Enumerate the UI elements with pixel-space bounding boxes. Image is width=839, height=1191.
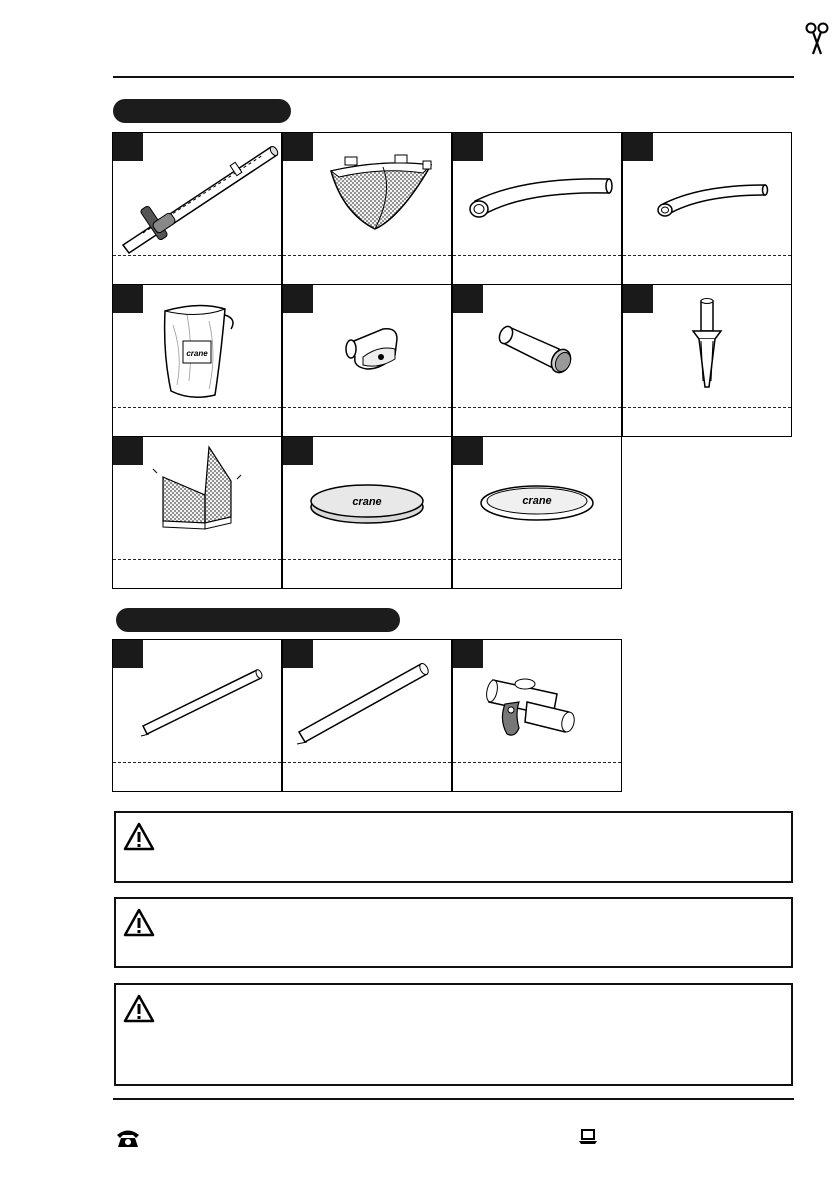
part-cell-ground-stake <box>622 284 792 437</box>
short-pole-illustration <box>113 640 281 762</box>
warning-triangle-icon <box>123 994 155 1024</box>
warning-triangle-icon <box>123 822 155 852</box>
part-cell-side-net <box>112 436 282 589</box>
part-cell-small-tube <box>622 132 792 285</box>
small-tube-illustration <box>623 133 791 255</box>
warning-box-3 <box>114 983 793 1086</box>
part-cell-storage-bag <box>112 284 282 437</box>
end-cap-illustration <box>453 285 621 407</box>
quantity-divider <box>113 762 281 763</box>
brand-logo: crane <box>186 349 208 358</box>
part-cell-large-tube <box>452 132 622 285</box>
brand-logo: crane <box>352 496 382 508</box>
warning-box-1 <box>114 811 793 883</box>
part-cell-foam-disc <box>282 436 452 589</box>
scissors-icon <box>803 22 831 56</box>
part-cell-t-clamp <box>452 639 622 792</box>
top-rule <box>113 76 794 78</box>
part-cell-base-ring <box>452 436 622 589</box>
part-cell-long-pole <box>282 639 452 792</box>
bottom-rule <box>113 1098 794 1100</box>
brand-logo: crane <box>522 495 552 507</box>
quantity-divider <box>283 255 451 256</box>
quantity-divider <box>453 559 621 560</box>
parts-grid-1 <box>112 132 792 588</box>
quantity-divider <box>283 407 451 408</box>
parts-grid-2 <box>112 639 622 791</box>
long-pole-illustration <box>283 640 451 762</box>
part-cell-corner-net <box>282 132 452 285</box>
ground-stake-illustration <box>623 285 791 407</box>
elbow-connector-illustration <box>283 285 451 407</box>
quantity-divider <box>113 407 281 408</box>
quantity-divider <box>453 255 621 256</box>
quantity-divider <box>283 559 451 560</box>
quantity-divider <box>453 407 621 408</box>
quantity-divider <box>283 762 451 763</box>
section-2-header <box>116 608 400 632</box>
part-cell-elbow-connector <box>282 284 452 437</box>
quantity-divider <box>623 407 791 408</box>
part-cell-short-pole <box>112 639 282 792</box>
base-ring-illustration <box>453 437 621 559</box>
frame-pole-illustration <box>113 133 281 255</box>
warning-triangle-icon <box>123 908 155 938</box>
t-clamp-illustration <box>453 640 621 762</box>
side-net-illustration <box>113 437 281 559</box>
warning-box-2 <box>114 897 793 968</box>
quantity-divider <box>453 762 621 763</box>
corner-net-illustration <box>283 133 451 255</box>
telephone-icon <box>115 1127 141 1149</box>
quantity-divider <box>623 255 791 256</box>
section-1-header <box>113 99 291 123</box>
storage-bag-illustration <box>113 285 281 407</box>
laptop-icon <box>578 1128 598 1146</box>
quantity-divider <box>113 255 281 256</box>
part-cell-frame-pole <box>112 132 282 285</box>
large-tube-illustration <box>453 133 621 255</box>
foam-disc-illustration <box>283 437 451 559</box>
part-cell-end-cap <box>452 284 622 437</box>
quantity-divider <box>113 559 281 560</box>
